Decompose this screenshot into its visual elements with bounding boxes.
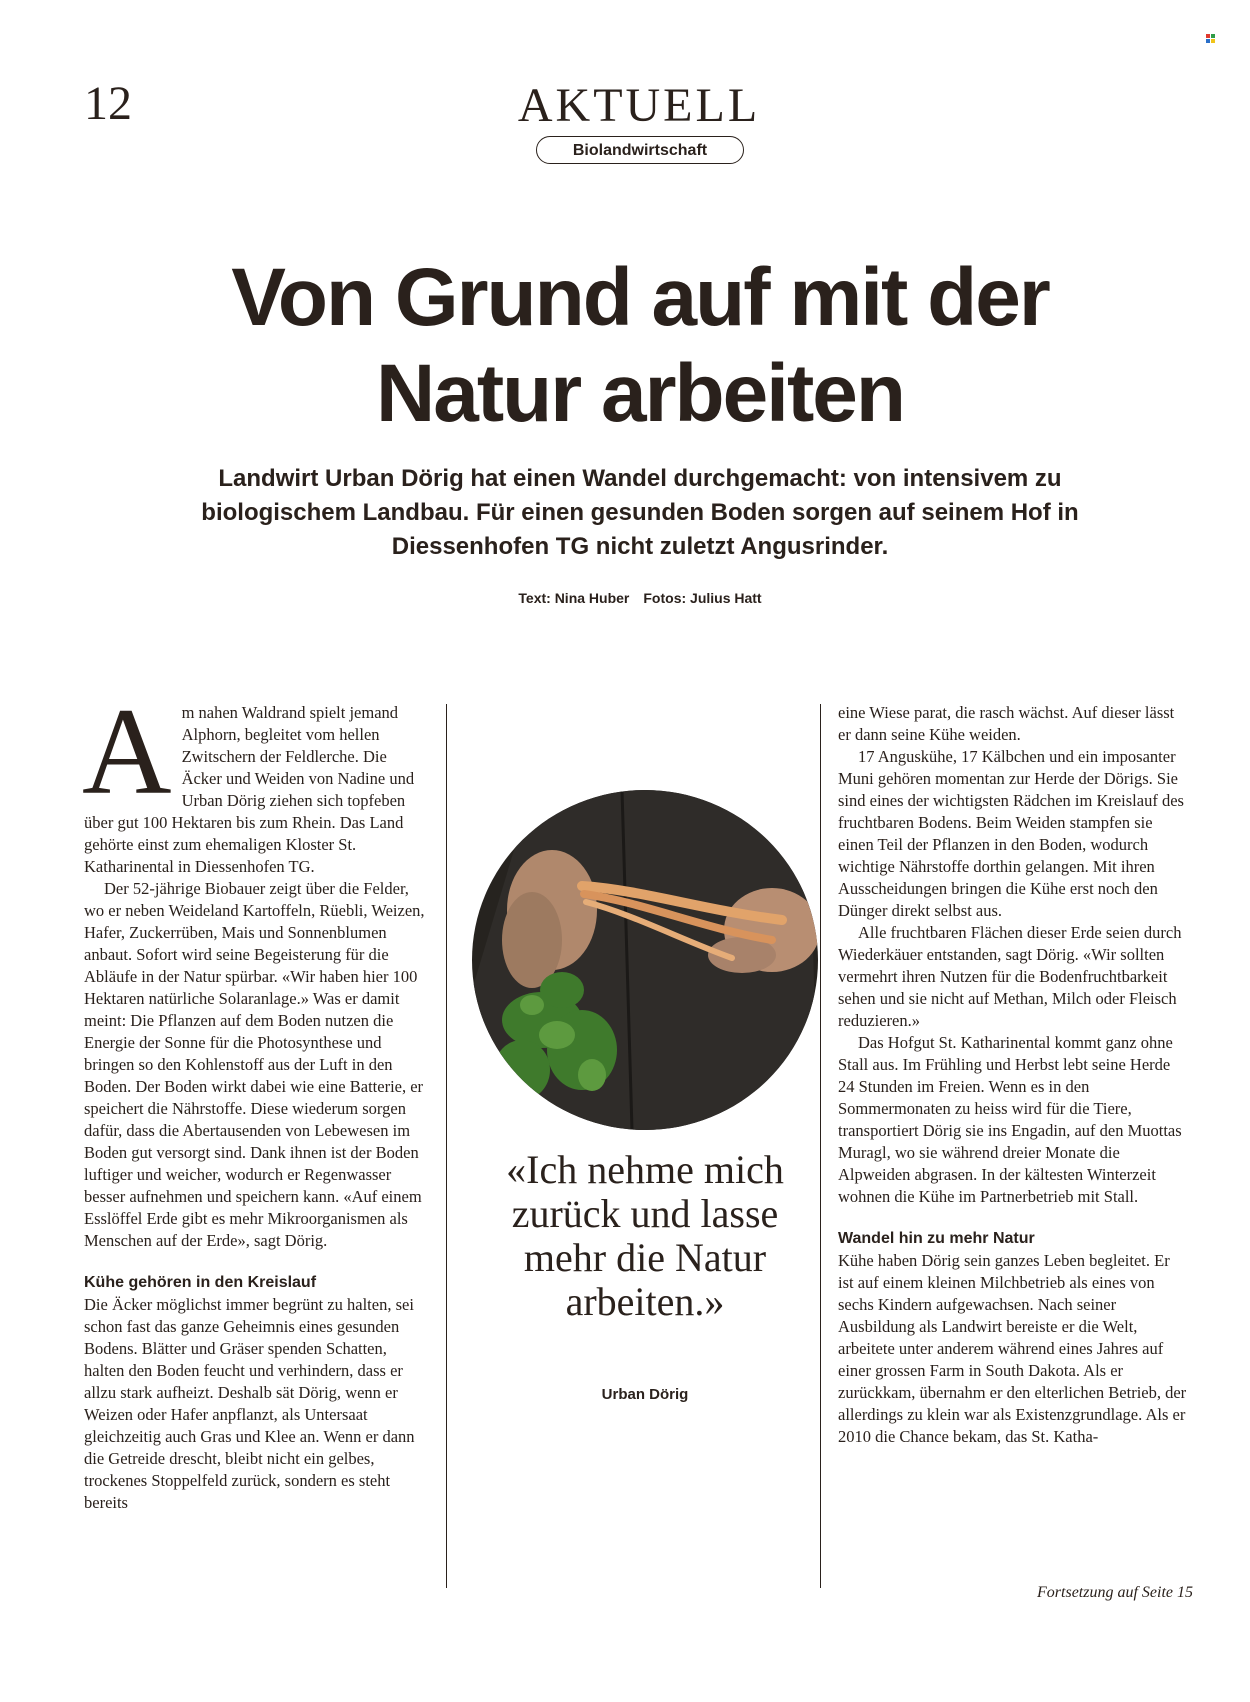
paragraph: Kühe haben Dörig sein ganzes Leben begleitet. Er ist auf einem kleinen Milchbetrieb als eines von sechs Kindern aufgewachsen. Nach seiner Ausbildung als Landwirt bereiste er die Welt, arbeitete unter anderem während eines Jahres auf einer grossen Farm in South Dakota. Als er zurückkam, übernahm er den elterlichen Betrieb, der allerdings zu klein war als Existenzgrundlage. Als er 2010 die Chance bekam, das St. Katha- — [838, 1251, 1187, 1446]
credits — [0, 590, 1250, 606]
paragraph: Der 52-jährige Biobauer zeigt über die Felder, wo er neben Weideland Kartoffeln, Rüebli, Weizen, Hafer, Zuckerrüben, Mais und Sonnenblumen anbaut. Sofort wird seine Begeisterung für die Abläufe in der Natur spürbar. «Wir haben hier 100 Hektaren natürliche Solaranlage.» Was er damit meint: Die Pflanzen auf dem Boden nutzen die Energie der Sonne für die Photosynthese und bringen so den Kohlenstoff aus der Luft in den Boden. Der Boden wirkt dabei wie eine Batterie, er speichert die Nährstoffe. Diese wiederum sorgen dafür, dass die Abertausenden von Lebewesen im Boden gut versorgt sind. Dank ihnen ist der Boden luftiger und weicher, wodurch er Regenwasser besser aufnehmen und speichern kann. «Auf einem Esslöffel Erde gibt es mehr Mikroorganismen als Menschen auf der Erde», sagt Dörig. — [84, 879, 425, 1250]
lead-paragraph: Landwirt Urban Dörig hat einen Wandel durchgemacht: von intensivem zu biologischem Landbau. Für einen gesunden Boden sorgen auf seinem Hof in Diessenhofen TG nicht zuletzt Angusrinder. — [201, 465, 1079, 560]
first-paragraph-text: m nahen Waldrand spielt jemand Alphorn, begleitet vom hellen Zwitschern der Feldlerche. Die Äcker und Weiden von Nadine und Urban Dörig ziehen sich topfeben über gut 100 Hektaren bis zum Rhein. Das Land gehörte einst zum ehemaligen Kloster St. Katharinental in Diessenhofen TG. — [84, 703, 415, 876]
page-number: 12 — [84, 77, 132, 130]
pull-quote: «Ich nehme mich zurück und lasse mehr die Natur arbeiten.» — [506, 1147, 784, 1324]
headline — [60, 250, 1220, 442]
continuation-note: Fortsetzung auf Seite 15 — [1037, 1584, 1193, 1601]
drop-cap: A — [82, 683, 172, 820]
article-column-1 — [82, 683, 426, 1514]
subheading: Kühe gehören in den Kreislauf — [84, 1274, 317, 1291]
first-paragraph — [82, 683, 426, 878]
pull-quote-author: Urban Dörig — [601, 1386, 689, 1403]
paragraph: eine Wiese parat, die rasch wächst. Auf dieser lässt er dann seine Kühe weiden. — [838, 703, 1175, 744]
headline-line-1: Von Grund auf mit der — [231, 252, 1049, 343]
column-divider-right — [820, 704, 821, 1588]
photo-illustration — [472, 790, 818, 1130]
headline-line-2: Natur arbeiten — [376, 348, 904, 439]
paragraph: Die Äcker möglichst immer begrünt zu halten, sei schon fast das ganze Geheimnis eines gesunden Bodens. Blätter und Gräser spenden Schatten, halten den Boden feucht und verhindern, dass er allzu stark aufheizt. Deshalb sät Dörig, wenn er Weizen oder Hafer anpflanzt, als Untersaat gleichzeitig auch Gras und Klee an. Wenn er dann die Getreide drescht, bleibt nicht ein gelbes, trockenes Stoppelfeld zurück, sondern es steht bereits — [84, 1295, 415, 1512]
section-title: AKTUELL — [517, 79, 761, 132]
subheading: Wandel hin zu mehr Natur — [838, 1230, 1035, 1247]
paragraph: 17 Anguskühe, 17 Kälbchen und ein imposanter Muni gehören momentan zur Herde der Dörigs. Sie sind eines der wichtigsten Rädchen im Kreislauf des fruchtbaren Bodens. Beim Weiden stampfen sie einen Teil der Pflanzen in den Boden, wodurch wichtige Nährstoffe dorthin gelangen. Mit ihren Ausscheidungen bringen die Kühe erst noch den Dünger direkt selbst aus. — [838, 747, 1184, 920]
photo-credit: Fotos: Julius Hatt — [643, 590, 762, 606]
paragraph: Das Hofgut St. Katharinental kommt ganz ohne Stall aus. Im Frühling und Herbst lebt seine Herde 24 Stunden im Freien. Wenn es in den Sommermonaten zu heiss wird für die Tiere, transportiert Dörig sie ins Engadin, auf den Muottas Muragl, wo sie während dreier Monate die Alpweiden abgrasen. In der kältesten Winterzeit wohnen die Kühe im Partnerbetrieb mit Stall. — [838, 1033, 1182, 1206]
color-marks-icon — [1206, 34, 1215, 43]
farmer-hands-carrots-photo — [472, 790, 818, 1130]
article-column-3 — [838, 702, 1188, 1448]
category-tag: Biolandwirtschaft — [536, 136, 744, 164]
text-credit: Text: Nina Huber — [518, 590, 630, 606]
column-divider-left — [446, 704, 447, 1588]
paragraph: Alle fruchtbaren Flächen dieser Erde seien durch Wiederkäuer entstanden, sagt Dörig. «Wir sollten vermehrt ihren Nutzen für die Bodenfruchtbarkeit sehen und sie nicht auf Methan, Milch oder Fleisch reduzieren.» — [838, 923, 1182, 1030]
